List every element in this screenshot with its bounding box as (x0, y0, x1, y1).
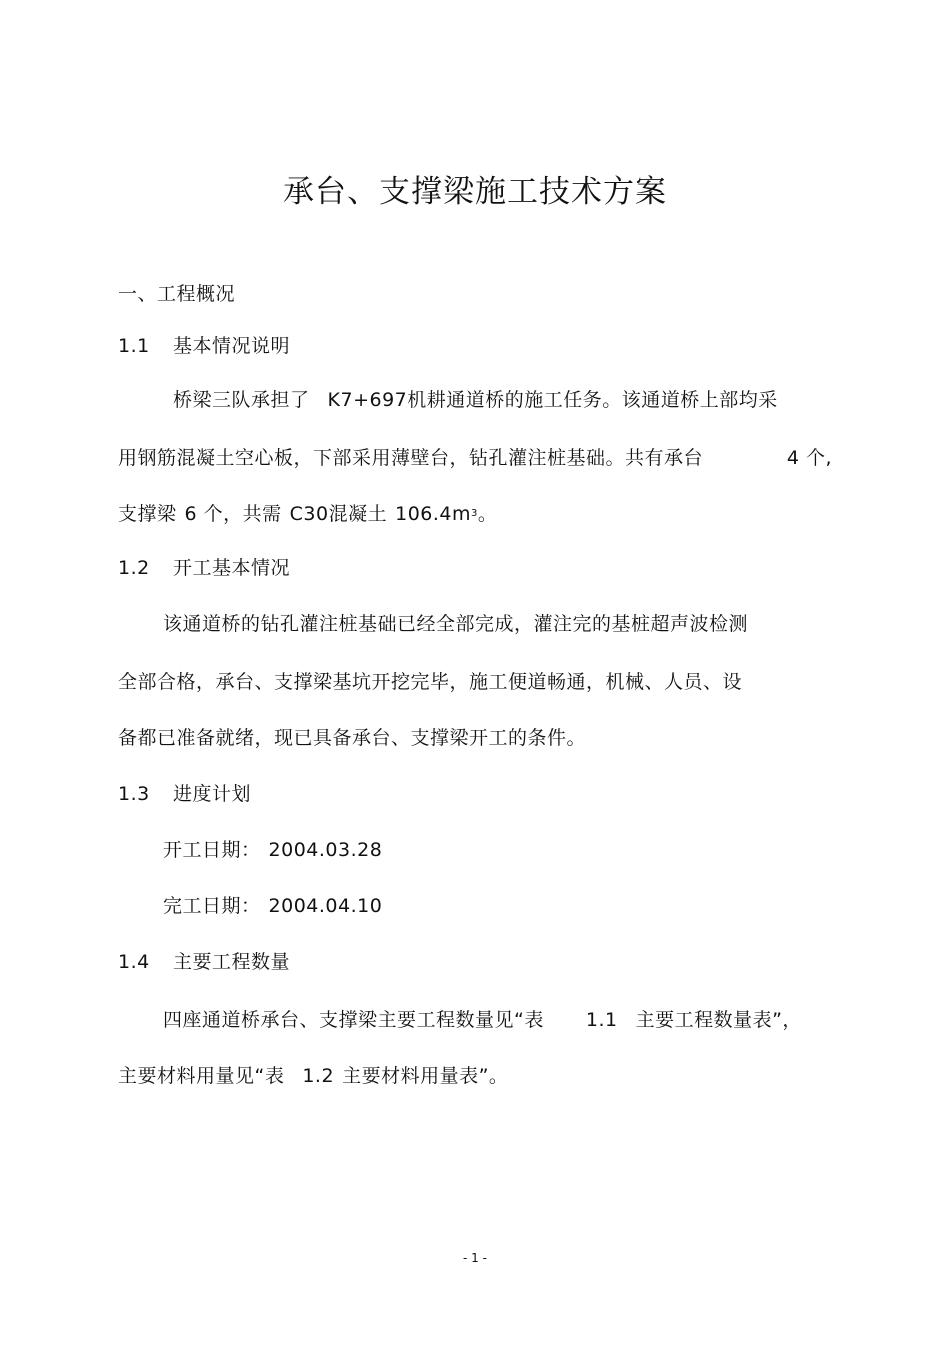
superscript: 3 (471, 508, 478, 519)
subsection-title: 进度计划 (173, 783, 252, 805)
subsection-number: 1.3 (118, 783, 150, 805)
table-reference: 1.1 (585, 1009, 618, 1031)
subsection-heading-1-3 (118, 782, 251, 806)
table-reference: 1.2 (302, 1065, 335, 1087)
start-date-line (163, 838, 382, 862)
text-fragment: 4 个, (786, 447, 832, 469)
paragraph-line: 备都已准备就绪，现已具备承台、支撑梁开工的条件。 (118, 727, 587, 749)
subsection-heading-1-2 (118, 556, 290, 580)
text-fragment: K7+697机耕通道桥的施工任务。该通道桥上部均采 (327, 389, 778, 411)
paragraph-line (163, 1008, 802, 1032)
subsection-heading-1-4 (118, 950, 290, 974)
subsection-number: 1.4 (118, 951, 150, 973)
paragraph-line: 全部合格，承台、支撑梁基坑开挖完毕，施工便道畅通，机械、人员、设 (118, 671, 743, 693)
text-fragment: C30混凝土 (289, 503, 388, 525)
text-fragment: 106.4m (395, 503, 472, 525)
paragraph-line (118, 446, 832, 470)
paragraph-line (118, 502, 497, 530)
start-date-value: 2004.03.28 (268, 839, 383, 861)
subsection-number: 1.2 (118, 557, 150, 579)
text-fragment: 用钢筋混凝土空心板，下部采用薄壁台，钻孔灌注桩基础。共有承台 (118, 447, 704, 469)
end-date-line (163, 894, 382, 918)
text-fragment: 主要材料用量见“表 (118, 1065, 285, 1087)
text-fragment: 主要工程数量表”， (635, 1009, 802, 1031)
subsection-number: 1.1 (118, 335, 150, 357)
text-fragment: 主要材料用量表”。 (342, 1065, 509, 1087)
end-date-label: 完工日期： (163, 895, 261, 917)
paragraph-line (173, 388, 778, 412)
subsection-title: 主要工程数量 (173, 951, 291, 973)
subsection-heading-1-1 (118, 334, 290, 358)
page-number: - 1 - (463, 1251, 487, 1265)
text-fragment: 6 个，共需 (184, 503, 282, 525)
text-fragment: 。 (477, 503, 498, 525)
start-date-label: 开工日期： (163, 839, 261, 861)
paragraph-line: 该通道桥的钻孔灌注桩基础已经全部完成，灌注完的基桩超声波检测 (163, 613, 749, 635)
paragraph-line (118, 1064, 508, 1088)
subsection-title: 开工基本情况 (173, 557, 291, 579)
text-fragment: 桥梁三队承担了 (173, 389, 310, 411)
subsection-title: 基本情况说明 (173, 335, 291, 357)
text-fragment: 支撑梁 (118, 503, 177, 525)
end-date-value: 2004.04.10 (268, 895, 383, 917)
text-fragment: 四座通道桥承台、支撑梁主要工程数量见“表 (163, 1009, 544, 1031)
section-heading-overview: 一、工程概况 (118, 283, 236, 305)
document-title: 承台、支撑梁施工技术方案 (283, 174, 667, 210)
